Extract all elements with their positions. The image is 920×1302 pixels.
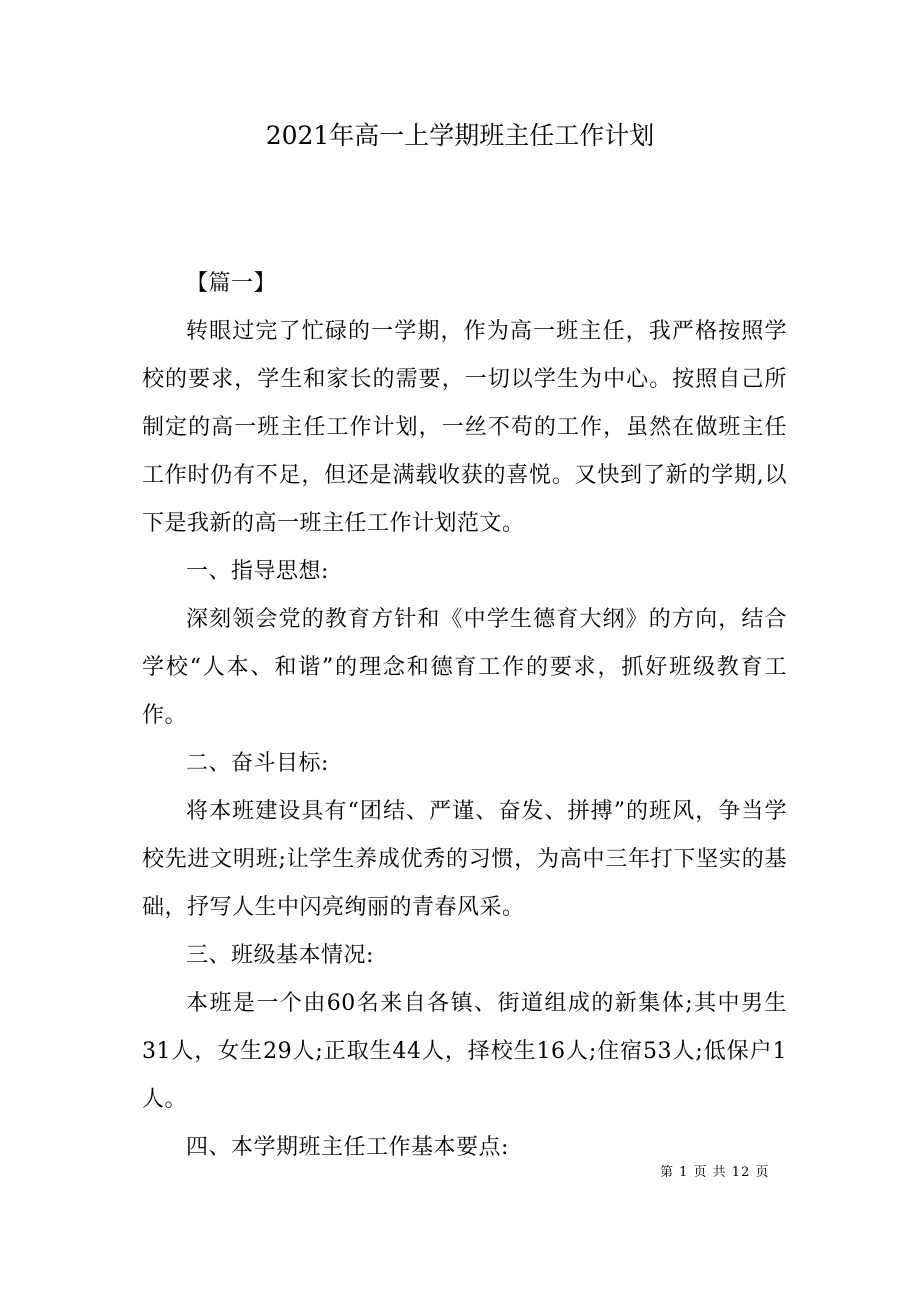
goals-paragraph: 将本班建设具有“团结、严谨、奋发、拼搏”的班风，争当学校先进文明班;让学生养成优秀的习惯，为高中三年打下坚实的基础，抒写人生中闪亮绚丽的青春风采。 [142,799,787,920]
section-heading-part-one: 【篇一】 [186,271,277,296]
page-number-footer: 第 1 页 共 12 页 [660,1165,770,1180]
guiding-thought-paragraph: 深刻领会党的教育方针和《中学生德育大纲》的方向，结合学校“人本、和谐”的理念和德育工作的要求，抓好班级教育工作。 [142,607,787,728]
document-title: 2021年高一上学期班主任工作计划 [265,121,655,150]
section-heading-key-points: 四、本学期班主任工作基本要点: [186,1135,509,1160]
intro-paragraph: 转眼过完了忙碌的一学期，作为高一班主任，我严格按照学校的要求，学生和家长的需要，一切以学生为中心。按照自己所制定的高一班主任工作计划，一丝不苟的工作，虽然在做班主任工作时仍有不足，但还是满载收获的喜悦。又快到了新的学期,以下是我新的高一班主任工作计划范文。 [142,319,787,536]
document-body [142,260,787,1172]
section-heading-guiding-thought: 一、指导思想: [186,559,329,584]
section-heading-goals: 二、奋斗目标: [186,751,329,776]
class-info-paragraph: 本班是一个由60名来自各镇、街道组成的新集体;其中男生31人，女生29人;正取生44人，择校生16人;住宿53人;低保户1人。 [142,991,787,1112]
section-heading-class-info: 三、班级基本情况: [186,943,374,968]
